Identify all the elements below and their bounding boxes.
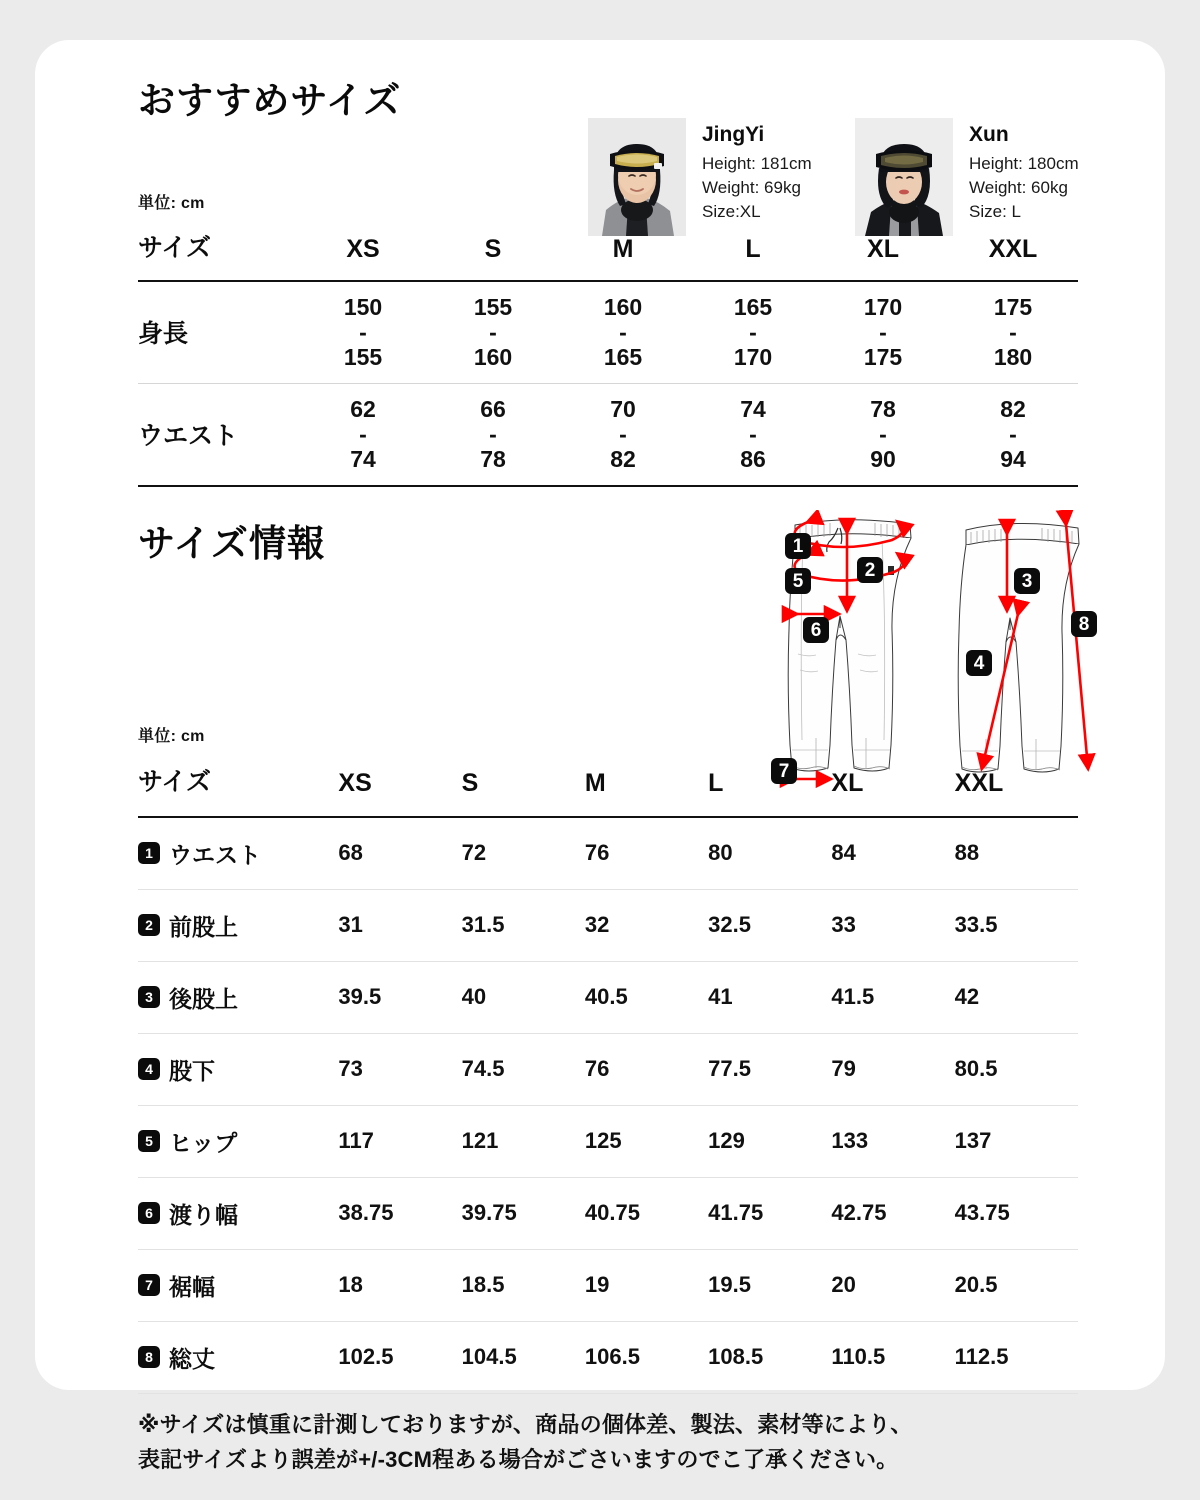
row-label-cell xyxy=(138,1177,338,1249)
row-label-text: ヒップ xyxy=(169,1129,238,1156)
col-header-xxl: XXL xyxy=(955,762,1078,817)
cell-xxl: 42 xyxy=(955,961,1078,1033)
col-header-m: M xyxy=(585,762,708,817)
model-card xyxy=(855,118,1122,236)
row-label-text: 前股上 xyxy=(169,913,238,940)
cell-m: 40.5 xyxy=(585,961,708,1033)
cell-waist-xxl: 82 - 94 xyxy=(948,383,1078,485)
recommend-size-table xyxy=(138,228,1078,487)
cell-s: 72 xyxy=(462,817,585,889)
cell-xl: 84 xyxy=(831,817,954,889)
cell-m: 76 xyxy=(585,817,708,889)
cell-xxl: 20.5 xyxy=(955,1249,1078,1321)
cell-l: 129 xyxy=(708,1105,831,1177)
cell-s: 18.5 xyxy=(462,1249,585,1321)
detail-table-wrap xyxy=(138,762,1078,1394)
cell-height-xl: 170 - 175 xyxy=(818,281,948,383)
cell-xl: 79 xyxy=(831,1033,954,1105)
disclaimer-line-2: 表記サイズより誤差が+/-3CM程ある場合がごさいますのでこ了承ください。 xyxy=(138,1446,899,1472)
marker-badge-2: 2 xyxy=(138,914,160,936)
col-header-s: S xyxy=(462,762,585,817)
table-row xyxy=(138,1033,1078,1105)
col-header-xl: XL xyxy=(818,228,948,281)
row-label-cell xyxy=(138,1249,338,1321)
unit-label-2: 単位: cm xyxy=(138,728,205,745)
marker-badge-3: 3 xyxy=(138,986,160,1008)
cell-xs: 18 xyxy=(338,1249,461,1321)
row-label-cell xyxy=(138,961,338,1033)
table-row xyxy=(138,383,1078,485)
cell-waist-l: 74 - 86 xyxy=(688,383,818,485)
svg-text:6: 6 xyxy=(810,620,822,641)
svg-text:2: 2 xyxy=(864,560,876,581)
recommend-table-wrap xyxy=(138,228,1078,487)
cell-xxl: 43.75 xyxy=(955,1177,1078,1249)
model-name: Xun xyxy=(969,123,1009,146)
table-row xyxy=(138,281,1078,383)
model-height: Height: 180cm xyxy=(969,154,1079,174)
pants-measurement-diagram xyxy=(770,510,1105,790)
row-label-text: 総丈 xyxy=(169,1345,215,1372)
col-header-s: S xyxy=(428,228,558,281)
detail-measurement-table xyxy=(138,762,1078,1394)
model-photo-xun xyxy=(855,118,953,236)
cell-l: 41 xyxy=(708,961,831,1033)
col-header-xxl: XXL xyxy=(948,228,1078,281)
cell-m: 125 xyxy=(585,1105,708,1177)
page-title-info: サイズ情報 xyxy=(138,523,326,564)
cell-height-xxl: 175 - 180 xyxy=(948,281,1078,383)
table-row xyxy=(138,1177,1078,1249)
model-photo-jingyi xyxy=(588,118,686,236)
cell-height-xs: 150 - 155 xyxy=(298,281,428,383)
col-header-xs: XS xyxy=(298,228,428,281)
table-header-row xyxy=(138,228,1078,281)
cell-waist-s: 66 - 78 xyxy=(428,383,558,485)
cell-m: 32 xyxy=(585,889,708,961)
cell-xxl: 80.5 xyxy=(955,1033,1078,1105)
cell-xs: 31 xyxy=(338,889,461,961)
cell-xl: 110.5 xyxy=(831,1321,954,1393)
row-label-cell xyxy=(138,889,338,961)
svg-text:1: 1 xyxy=(792,536,804,557)
cell-m: 40.75 xyxy=(585,1177,708,1249)
cell-l: 32.5 xyxy=(708,889,831,961)
cell-s: 74.5 xyxy=(462,1033,585,1105)
unit-label-2-wrap xyxy=(138,723,1078,746)
recommend-section xyxy=(138,82,1078,119)
cell-l: 80 xyxy=(708,817,831,889)
model-size: Size:XL xyxy=(702,201,761,221)
unit-label-1-wrap xyxy=(138,190,1078,213)
model-size: Size: L xyxy=(969,201,1021,221)
row-label-cell xyxy=(138,817,338,889)
cell-xs: 68 xyxy=(338,817,461,889)
marker-badge-5: 5 xyxy=(138,1130,160,1152)
cell-xs: 39.5 xyxy=(338,961,461,1033)
row-label-text: 股下 xyxy=(169,1057,215,1084)
cell-xxl: 88 xyxy=(955,817,1078,889)
row-label-text: ウエスト xyxy=(169,841,261,868)
svg-text:5: 5 xyxy=(792,571,804,592)
col-header-xl: XL xyxy=(831,762,954,817)
cell-waist-xl: 78 - 90 xyxy=(818,383,948,485)
model-height: Height: 181cm xyxy=(702,154,812,174)
cell-xs: 117 xyxy=(338,1105,461,1177)
cell-m: 106.5 xyxy=(585,1321,708,1393)
svg-text:7: 7 xyxy=(778,761,790,782)
col-header-size: サイズ xyxy=(138,762,338,817)
row-label-cell xyxy=(138,1321,338,1393)
disclaimer-line-1: ※サイズは慎重に計測しておりますが、商品の個体差、製法、素材等により、 xyxy=(138,1412,913,1437)
cell-xl: 20 xyxy=(831,1249,954,1321)
cell-m: 19 xyxy=(585,1249,708,1321)
cell-height-m: 160 - 165 xyxy=(558,281,688,383)
table-row xyxy=(138,889,1078,961)
content-card xyxy=(35,40,1165,1390)
cell-s: 121 xyxy=(462,1105,585,1177)
col-header-l: L xyxy=(688,228,818,281)
table-row xyxy=(138,1105,1078,1177)
model-card xyxy=(588,118,855,236)
row-label-cell xyxy=(138,1033,338,1105)
cell-waist-xs: 62 - 74 xyxy=(298,383,428,485)
cell-height-l: 165 - 170 xyxy=(688,281,818,383)
svg-text:4: 4 xyxy=(973,653,985,674)
row-label-text: 渡り幅 xyxy=(169,1201,238,1228)
svg-text:8: 8 xyxy=(1078,614,1090,635)
cell-height-s: 155 - 160 xyxy=(428,281,558,383)
marker-badge-7: 7 xyxy=(138,1274,160,1296)
cell-xl: 33 xyxy=(831,889,954,961)
page-title-recommend: おすすめサイズ xyxy=(138,80,402,121)
cell-s: 104.5 xyxy=(462,1321,585,1393)
cell-xxl: 137 xyxy=(955,1105,1078,1177)
model-weight: Weight: 60kg xyxy=(969,178,1068,198)
disclaimer-note xyxy=(138,1408,913,1478)
table-header-row xyxy=(138,762,1078,817)
model-name: JingYi xyxy=(702,123,765,146)
cell-l: 19.5 xyxy=(708,1249,831,1321)
marker-badge-1: 1 xyxy=(138,842,160,864)
cell-s: 31.5 xyxy=(462,889,585,961)
marker-badge-6: 6 xyxy=(138,1202,160,1224)
cell-s: 40 xyxy=(462,961,585,1033)
cell-xs: 102.5 xyxy=(338,1321,461,1393)
table-row xyxy=(138,1321,1078,1393)
col-header-m: M xyxy=(558,228,688,281)
cell-m: 76 xyxy=(585,1033,708,1105)
cell-xxl: 33.5 xyxy=(955,889,1078,961)
cell-l: 77.5 xyxy=(708,1033,831,1105)
table-row xyxy=(138,1249,1078,1321)
row-label-text: 裾幅 xyxy=(169,1273,215,1300)
col-header-size: サイズ xyxy=(138,228,298,281)
cell-xl: 133 xyxy=(831,1105,954,1177)
cell-xs: 73 xyxy=(338,1033,461,1105)
cell-xl: 41.5 xyxy=(831,961,954,1033)
marker-badge-4: 4 xyxy=(138,1058,160,1080)
row-label-cell xyxy=(138,1105,338,1177)
cell-s: 39.75 xyxy=(462,1177,585,1249)
col-header-xs: XS xyxy=(338,762,461,817)
table-row xyxy=(138,817,1078,889)
col-header-l: L xyxy=(708,762,831,817)
row-label-waist: ウエスト xyxy=(138,383,298,485)
marker-badge-8: 8 xyxy=(138,1346,160,1368)
cell-xl: 42.75 xyxy=(831,1177,954,1249)
row-label-height: 身長 xyxy=(138,281,298,383)
cell-l: 41.75 xyxy=(708,1177,831,1249)
model-list xyxy=(588,118,1122,236)
unit-label-1: 単位: cm xyxy=(138,195,205,212)
cell-xxl: 112.5 xyxy=(955,1321,1078,1393)
cell-xs: 38.75 xyxy=(338,1177,461,1249)
cell-waist-m: 70 - 82 xyxy=(558,383,688,485)
table-row xyxy=(138,961,1078,1033)
svg-text:3: 3 xyxy=(1021,571,1033,592)
model-weight: Weight: 69kg xyxy=(702,178,801,198)
cell-l: 108.5 xyxy=(708,1321,831,1393)
row-label-text: 後股上 xyxy=(169,985,238,1012)
